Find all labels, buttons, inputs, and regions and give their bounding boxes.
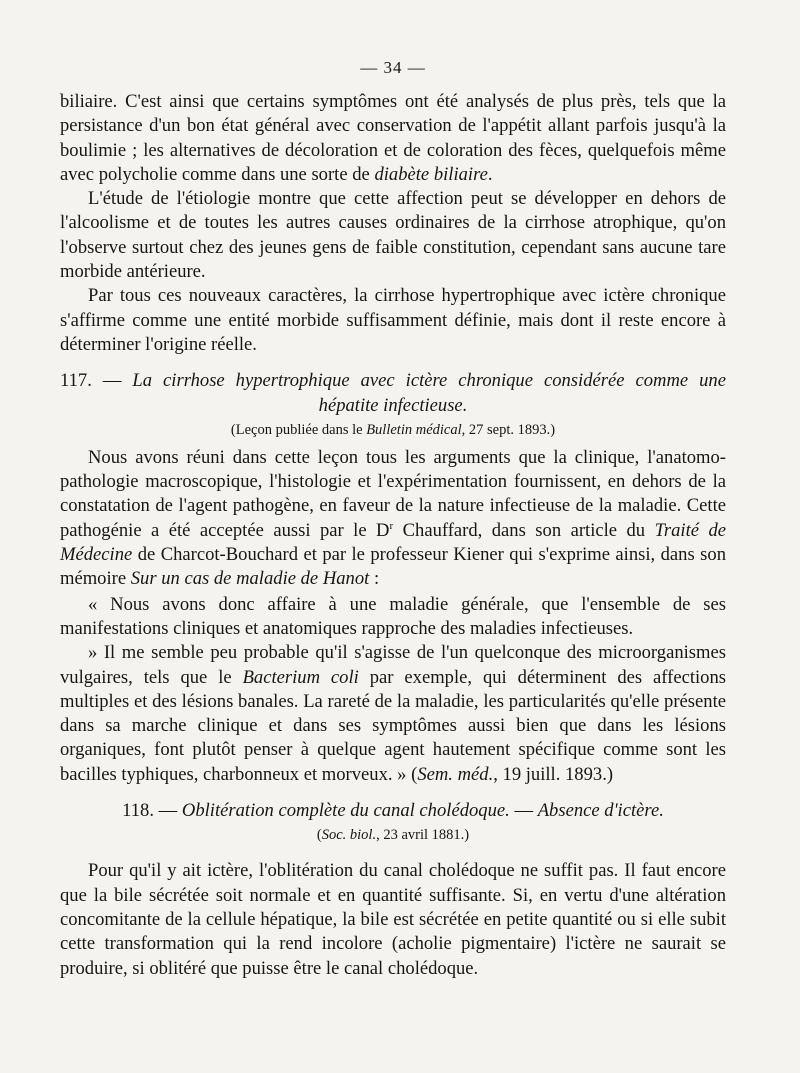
section-117-quote-2-a: » Il me semble peu probable qu'il s'agisse de l'un quelconque des microorganismes vulgaires, tels que le	[60, 642, 726, 688]
section-117-body-c: de Charcot-Bouchard et par le professeur Kiener qui s'exprime ainsi, dans son mémoire	[60, 544, 726, 590]
section-117-body-sup: r	[389, 519, 394, 532]
section-117-quote-2-italic-2: Sem. méd.	[417, 763, 494, 785]
section-117-source-italic: Bulletin médical	[366, 421, 462, 438]
section-118-title	[60, 799, 726, 823]
section-117-number: 117. —	[60, 370, 133, 392]
page-number: — 34 —	[360, 58, 426, 77]
spacer	[60, 851, 726, 859]
section-117-body	[60, 446, 726, 592]
section-118-source	[60, 825, 726, 845]
intro-p1-italic: diabète biliaire	[374, 163, 488, 185]
section-117-source-post: , 27 sept. 1893.)	[461, 421, 556, 438]
section-117-title-line2	[60, 394, 726, 418]
section-117-quote-2	[60, 641, 726, 787]
section-117-quote-2-italic: Bacterium coli	[242, 666, 359, 688]
section-117-body-a: Nous avons réuni dans cette leçon tous les arguments que la clinique, l'anatomo-pathologie macroscopique, l'histologie et l'expérimentation fournissent, en dehors de la constatation de l'agent pathogène, en faveur de la nature infectieuse de la maladie. Cette pathogénie a été acceptée aussi par le D	[60, 446, 726, 541]
section-117-quote-2-b: par exemple, qui déterminent des affections multiples et des lésions banales. La rareté de la maladie, les particularités qu'elle présente dans sa marche clinique et dans ses symptômes aussi bien que dans les lésions organiques, font plutôt penser à quelque agent hautement spécifique comme sont les bacilles typhiques, charbonneux et morveux. » (	[60, 666, 727, 785]
section-117-body-d: :	[369, 568, 380, 590]
intro-paragraph-3: Par tous ces nouveaux caractères, la cirrhose hypertrophique avec ictère chronique s'affirme comme une entité morbide suffisamment définie, mais dont il reste encore à déterminer l'origine réelle.	[60, 285, 726, 355]
section-118-source-post: , 23 avril 1881.)	[376, 827, 470, 844]
section-117-body-italic-2: Sur un cas de maladie de Hanot	[130, 568, 370, 590]
section-118-title-sep: —	[509, 800, 538, 822]
section-117-title-text-2: hépatite infectieuse.	[318, 394, 468, 416]
section-118-source-pre: (	[316, 827, 322, 844]
intro-paragraph-1	[60, 90, 726, 187]
section-117-body-italic-1: Traité de Médecine	[60, 519, 727, 566]
section-117-body-b: Chauffard, dans son article du	[393, 519, 655, 541]
section-117-quote-2-c: , 19 juill. 1893.)	[493, 763, 614, 785]
section-118-body: Pour qu'il y ait ictère, l'oblitération du canal cholédoque ne suffit pas. Il faut encore que la bile sécrétée soit normale et en quantité suffisante. Si, en vertu d'une altération concomitante de la cellule hépatique, la bile est sécrétée en petite quantité ou si elle subit cette transformation qui la rend incolore (acholie pigmentaire) l'ictère ne saurait se produire, si oblitéré que puisse être le canal cholédoque.	[60, 860, 726, 979]
section-118-title-italic-2: Absence d'ictère.	[537, 800, 664, 822]
section-117-source	[60, 420, 726, 440]
intro-p1-text: biliaire. C'est ainsi que certains symptômes ont été analysés de plus près, tels que la persistance d'un bon état général avec conservation de l'appétit allant parfois jusqu'à la boulimie ; les alternatives de décoloration et de coloration des fèces, quelquefois même avec polycholie comme dans une sorte de	[60, 91, 726, 185]
intro-p1-end: .	[487, 163, 493, 185]
section-117-title-text: La cirrhose hypertrophique avec ictère chronique considérée comme une	[132, 370, 726, 392]
section-118-source-italic: Soc. biol.	[321, 827, 377, 844]
section-118-title-italic-1: Oblitération complète du canal cholédoque.	[181, 800, 510, 822]
section-117-source-pre: (Leçon publiée dans le	[230, 421, 367, 438]
section-117-title-line1	[60, 369, 726, 393]
section-118-number: 118. —	[122, 800, 182, 822]
intro-paragraph-2: L'étude de l'étiologie montre que cette affection peut se développer en dehors de l'alcoolisme et de toutes les autres causes ordinaires de la cirrhose atrophique, qu'on l'observe surtout chez des jeunes gens de faible constitution, cependant sans aucune tare morbide antérieure.	[60, 188, 726, 283]
section-117-quote-1: « Nous avons donc affaire à une maladie générale, que l'ensemble de ses manifestations cliniques et anatomiques rapproche des maladies infectieuses.	[60, 593, 726, 639]
